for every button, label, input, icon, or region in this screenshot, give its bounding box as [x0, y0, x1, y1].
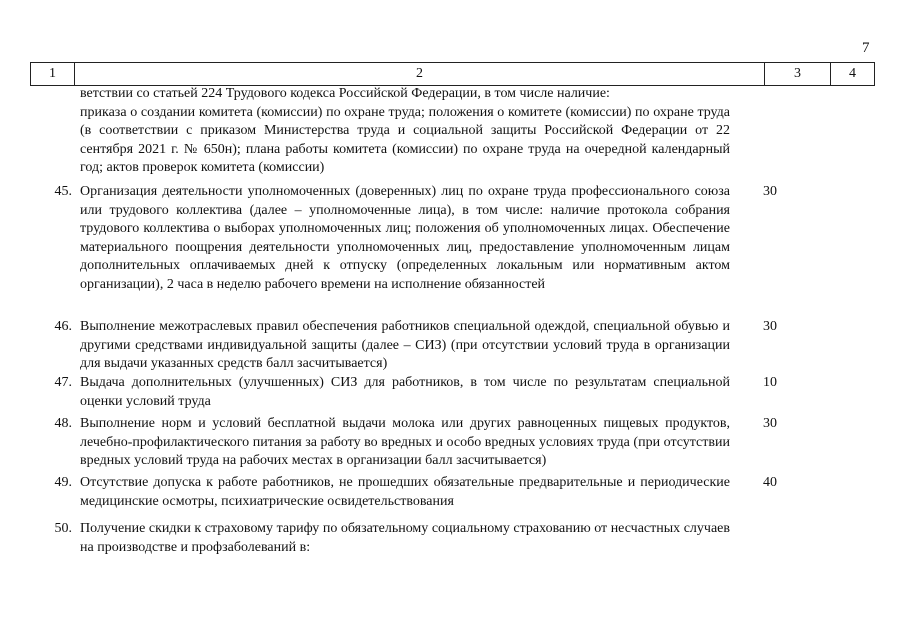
row-text: Организация деятельности уполномоченных (доверенных) лиц по охране труда профессионального союза или трудового коллектива (далее – уполномоченные лица), в том числе: наличие протокола собрания трудового коллектива о выборах уполномоченных лиц; положения об уполномоченных лицах. Обеспечение материального поощрения деятельности уполномоченных лиц, предоставление уполномоченным лицам дополнительных оплачиваемых дней к отпуску (определенных локальным или нормативным актом организации), 2 часа в неделю рабочего времени на исполнение обязанностей: [80, 184, 730, 292]
row-number: 47.: [54, 375, 72, 390]
row-number: 49.: [54, 475, 72, 490]
row-number: 45.: [54, 184, 72, 199]
row-text: Отсутствие допуска к работе работников, не прошедших обязательные предварительные и периодические медицинские осмотры, психиатрические освидетельствования: [80, 475, 730, 509]
row-points: 30: [763, 319, 777, 334]
row-number: 46.: [54, 319, 72, 334]
header-col-2: 2: [75, 63, 765, 85]
row-text: Выдача дополнительных (улучшенных) СИЗ для работников, в том числе по результатам специальной оценки условий труда: [80, 375, 730, 409]
row-text: Выполнение межотраслевых правил обеспечения работников специальной одеждой, специальной обувью и другими средствами индивидуальной защиты (далее – СИЗ) (при отсутствии условий труда в организации для выдачи указанных средств балл засчитывается): [80, 319, 730, 371]
row-points: 30: [763, 184, 777, 199]
row-text: Выполнение норм и условий бесплатной выдачи молока или других равноценных пищевых продуктов, лечебно-профилактического питания за работу во вредных и особо вредных условиях труда (при отсутствии вредных условий труда на рабочих местах в организации балл засчитывается): [80, 416, 730, 468]
row-number: 50.: [54, 521, 72, 536]
continuation-text: [80, 85, 730, 178]
continuation-line-2: приказа о создании комитета (комиссии) по охране труда; положения о комитете (комиссии) по охране труда (в соответствии с приказом Министерства труда и социальной защиты Российской Федерации от 22 сентября 2021 г. № 650н); плана работы комитета (комиссии) по охране труда на очередной календарный год; актов проверок комитета (комиссии): [80, 104, 730, 175]
header-col-3: 3: [765, 63, 831, 85]
page-number: 7: [862, 40, 870, 56]
continuation-line-1: ветствии со статьей 224 Трудового кодекса Российской Федерации, в том числе наличие:: [80, 86, 610, 101]
row-text: Получение скидки к страховому тарифу по обязательному социальному страхованию от несчастных случаев на производстве и профзаболеваний в:: [80, 521, 730, 555]
row-number: 48.: [54, 416, 72, 431]
table-header: [30, 62, 875, 86]
row-points: 10: [763, 375, 777, 390]
header-col-4: 4: [849, 66, 856, 81]
header-col-1: 1: [31, 63, 75, 85]
row-points: 40: [763, 475, 777, 490]
row-points: 30: [763, 416, 777, 431]
